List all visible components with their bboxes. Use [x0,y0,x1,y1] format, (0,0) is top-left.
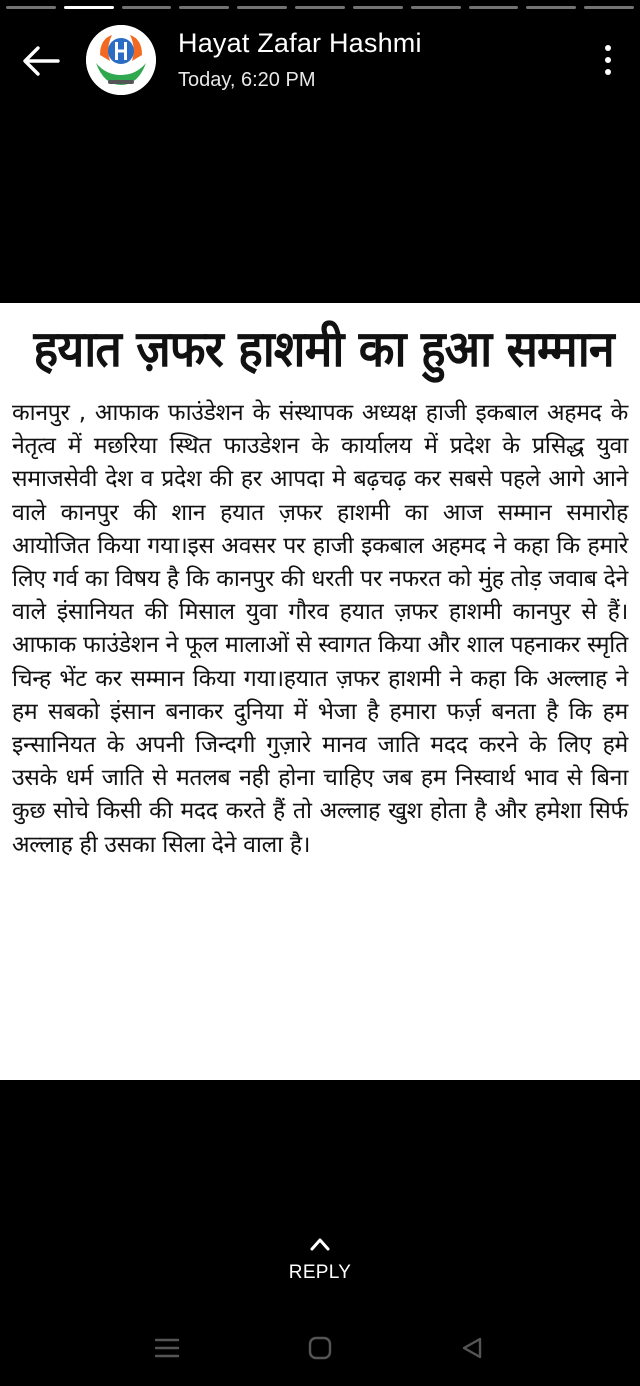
progress-segment-active [64,6,114,9]
progress-segment [295,6,345,9]
progress-segment [122,6,172,9]
more-vertical-icon-dot [605,69,611,75]
reply-label: REPLY [288,1262,352,1283]
nav-back-icon [460,1336,484,1360]
more-vertical-icon-dot [605,57,611,63]
progress-segment [179,6,229,9]
contact-name: Hayat Zafar Hashmi [178,28,422,58]
progress-segment [411,6,461,9]
progress-segment [237,6,287,9]
story-progress [6,6,634,9]
progress-segment [6,6,56,9]
newspaper-clipping [0,303,640,1080]
more-vertical-icon [605,45,611,51]
progress-segment [353,6,403,9]
reply-button[interactable] [0,1236,640,1284]
clipping-headline: हयात ज़फर हाशमी का हुआ सम्मान [33,320,614,378]
system-back-button[interactable] [458,1334,486,1362]
story-timestamp: Today, 6:20 PM [178,69,316,91]
clipping-article: कानपुर , आफाक फाउंडेशन के संस्थापक अध्यक्ष हाजी इकबाल अहमद के नेतृत्व में मछरिया स्थित फाउडेशन के कार्यालय में प्रदेश के प्रसिद्ध युवा समाजसेवी देश व प्रदेश की हर आपदा मे बढ़चढ़ कर सबसे पहले आगे आने वाले कानपुर की शान हयात ज़फर हाशमी का आज सम्मान समारोह आयोजित किया गया।इस अवसर पर हाजी इकबाल अहमद ने कहा कि हमारे लिए गर्व का विषय है कि कानपुर की धरती पर नफरत को मुंह तोड़ जवाब देने वाले इंसानियत की मिसाल युवा गौरव हयात ज़फर हाशमी कानपुर से हैं। आफाक फाउंडेशन ने फूल मालाओं से स्वागत किया और शाल पहनाकर स्मृति चिन्ह भेंट कर सम्मान किया गया।हयात ज़फर हाशमी ने कहा कि अल्लाह ने हम सबको इंसान बनाकर दुनिया में भेजा है हमारा फर्ज़ बनता है कि हम इन्सानियत के अपनी जिन्दगी गुज़ारे मानव जाति मदद करने के लिए हमे उसके धर्म जाति से मतलब नही होना चाहिए जब हम निस्वार्थ भाव से बिना कुछ सोचे किसी की मदद करते हैं तो अल्लाह खुश होता है और हमेशा सिर्फ अल्लाह ही उसका सिला देने वाला है। [12,400,628,858]
more-options-button[interactable] [598,40,618,80]
back-button[interactable] [18,40,64,82]
home-button[interactable] [306,1334,334,1362]
story-header [0,22,640,98]
foundation-logo-icon [86,25,156,95]
arrow-left-icon [22,45,60,77]
system-navigation-bar [0,1318,640,1378]
recents-button[interactable] [153,1334,181,1362]
progress-segment [584,6,634,9]
progress-segment [526,6,576,9]
progress-segment [469,6,519,9]
chevron-up-icon [309,1236,331,1252]
avatar[interactable] [86,25,156,95]
home-icon [308,1336,332,1360]
recents-icon [154,1337,180,1359]
